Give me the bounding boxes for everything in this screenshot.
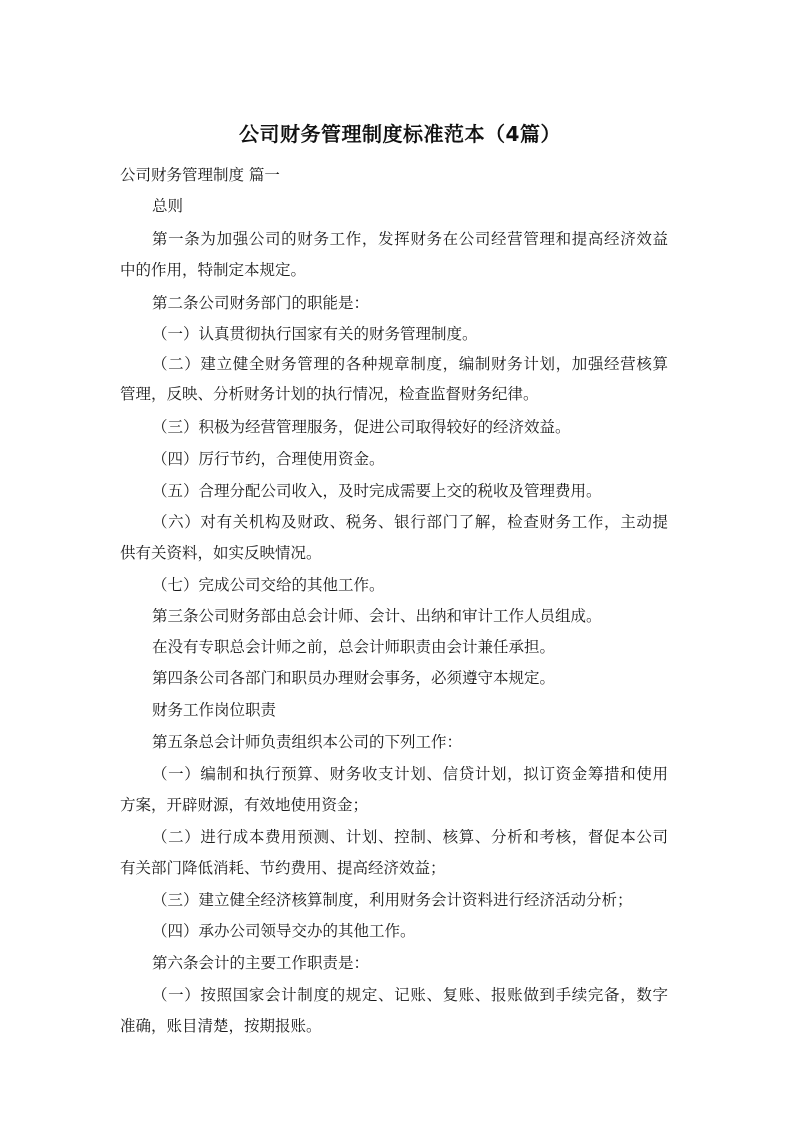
paragraph-line: 第二条公司财务部门的职能是：: [152, 294, 370, 312]
paragraph-line: 有关部门降低消耗、节约费用、提高经济效益；: [120, 859, 446, 877]
paragraph-line: （五）合理分配公司收入，及时完成需要上交的税收及管理费用。: [152, 482, 602, 500]
paragraph-line: （七）完成公司交给的其他工作。: [152, 576, 385, 594]
paragraph-line: （三）建立健全经济核算制度，利用财务会计资料进行经济活动分析；: [152, 891, 633, 909]
paragraph-line: （一）认真贯彻执行国家有关的财务管理制度。: [152, 325, 478, 343]
paragraph-line: 第五条总会计师负责组织本公司的下列工作：: [152, 733, 463, 751]
paragraph-line: （六）对有关机构及财政、税务、银行部门了解，检查财务工作，主动提: [152, 513, 668, 531]
paragraph-line: 总则: [152, 197, 184, 215]
paragraph-line: （一）按照国家会计制度的规定、记账、复账、报账做到手续完备，数字: [152, 986, 668, 1004]
paragraph-line: 财务工作岗位职责: [152, 701, 277, 719]
section-heading: 公司财务管理制度 篇一: [120, 166, 280, 184]
paragraph-line: 在没有专职总会计师之前，总会计师职责由会计兼任承担。: [152, 638, 556, 656]
paragraph-line: （一）编制和执行预算、财务收支计划、信贷计划，拟订资金筹措和使用: [152, 765, 668, 783]
paragraph-line: 第六条会计的主要工作职责是：: [152, 954, 370, 972]
paragraph-line: 第三条公司财务部由总会计师、会计、出纳和审计工作人员组成。: [152, 607, 602, 625]
paragraph-line: （二）建立健全财务管理的各种规章制度，编制财务计划，加强经营核算: [152, 355, 668, 373]
paragraph-line: 供有关资料，如实反映情况。: [120, 544, 322, 562]
paragraph-line: 中的作用，特制定本规定。: [120, 261, 307, 279]
paragraph-line: 管理，反映、分析财务计划的执行情况，检查监督财务纪律。: [120, 385, 539, 403]
paragraph-line: 方案，开辟财源，有效地使用资金；: [120, 796, 369, 814]
paragraph-line: （四）承办公司领导交办的其他工作。: [152, 922, 416, 940]
paragraph-line: （四）厉行节约，合理使用资金。: [152, 450, 385, 468]
paragraph-line: 准确，账目清楚，按期报账。: [120, 1017, 322, 1035]
paragraph-line: 第四条公司各部门和职员办理财会事务，必须遵守本规定。: [152, 669, 556, 687]
paragraph-line: （三）积极为经营管理服务，促进公司取得较好的经济效益。: [152, 418, 571, 436]
paragraph-line: （二）进行成本费用预测、计划、控制、核算、分析和考核，督促本公司: [152, 828, 668, 846]
document-title: 公司财务管理制度标准范本（4篇）: [239, 122, 561, 146]
paragraph-line: 第一条为加强公司的财务工作，发挥财务在公司经营管理和提高经济效益: [152, 230, 668, 248]
